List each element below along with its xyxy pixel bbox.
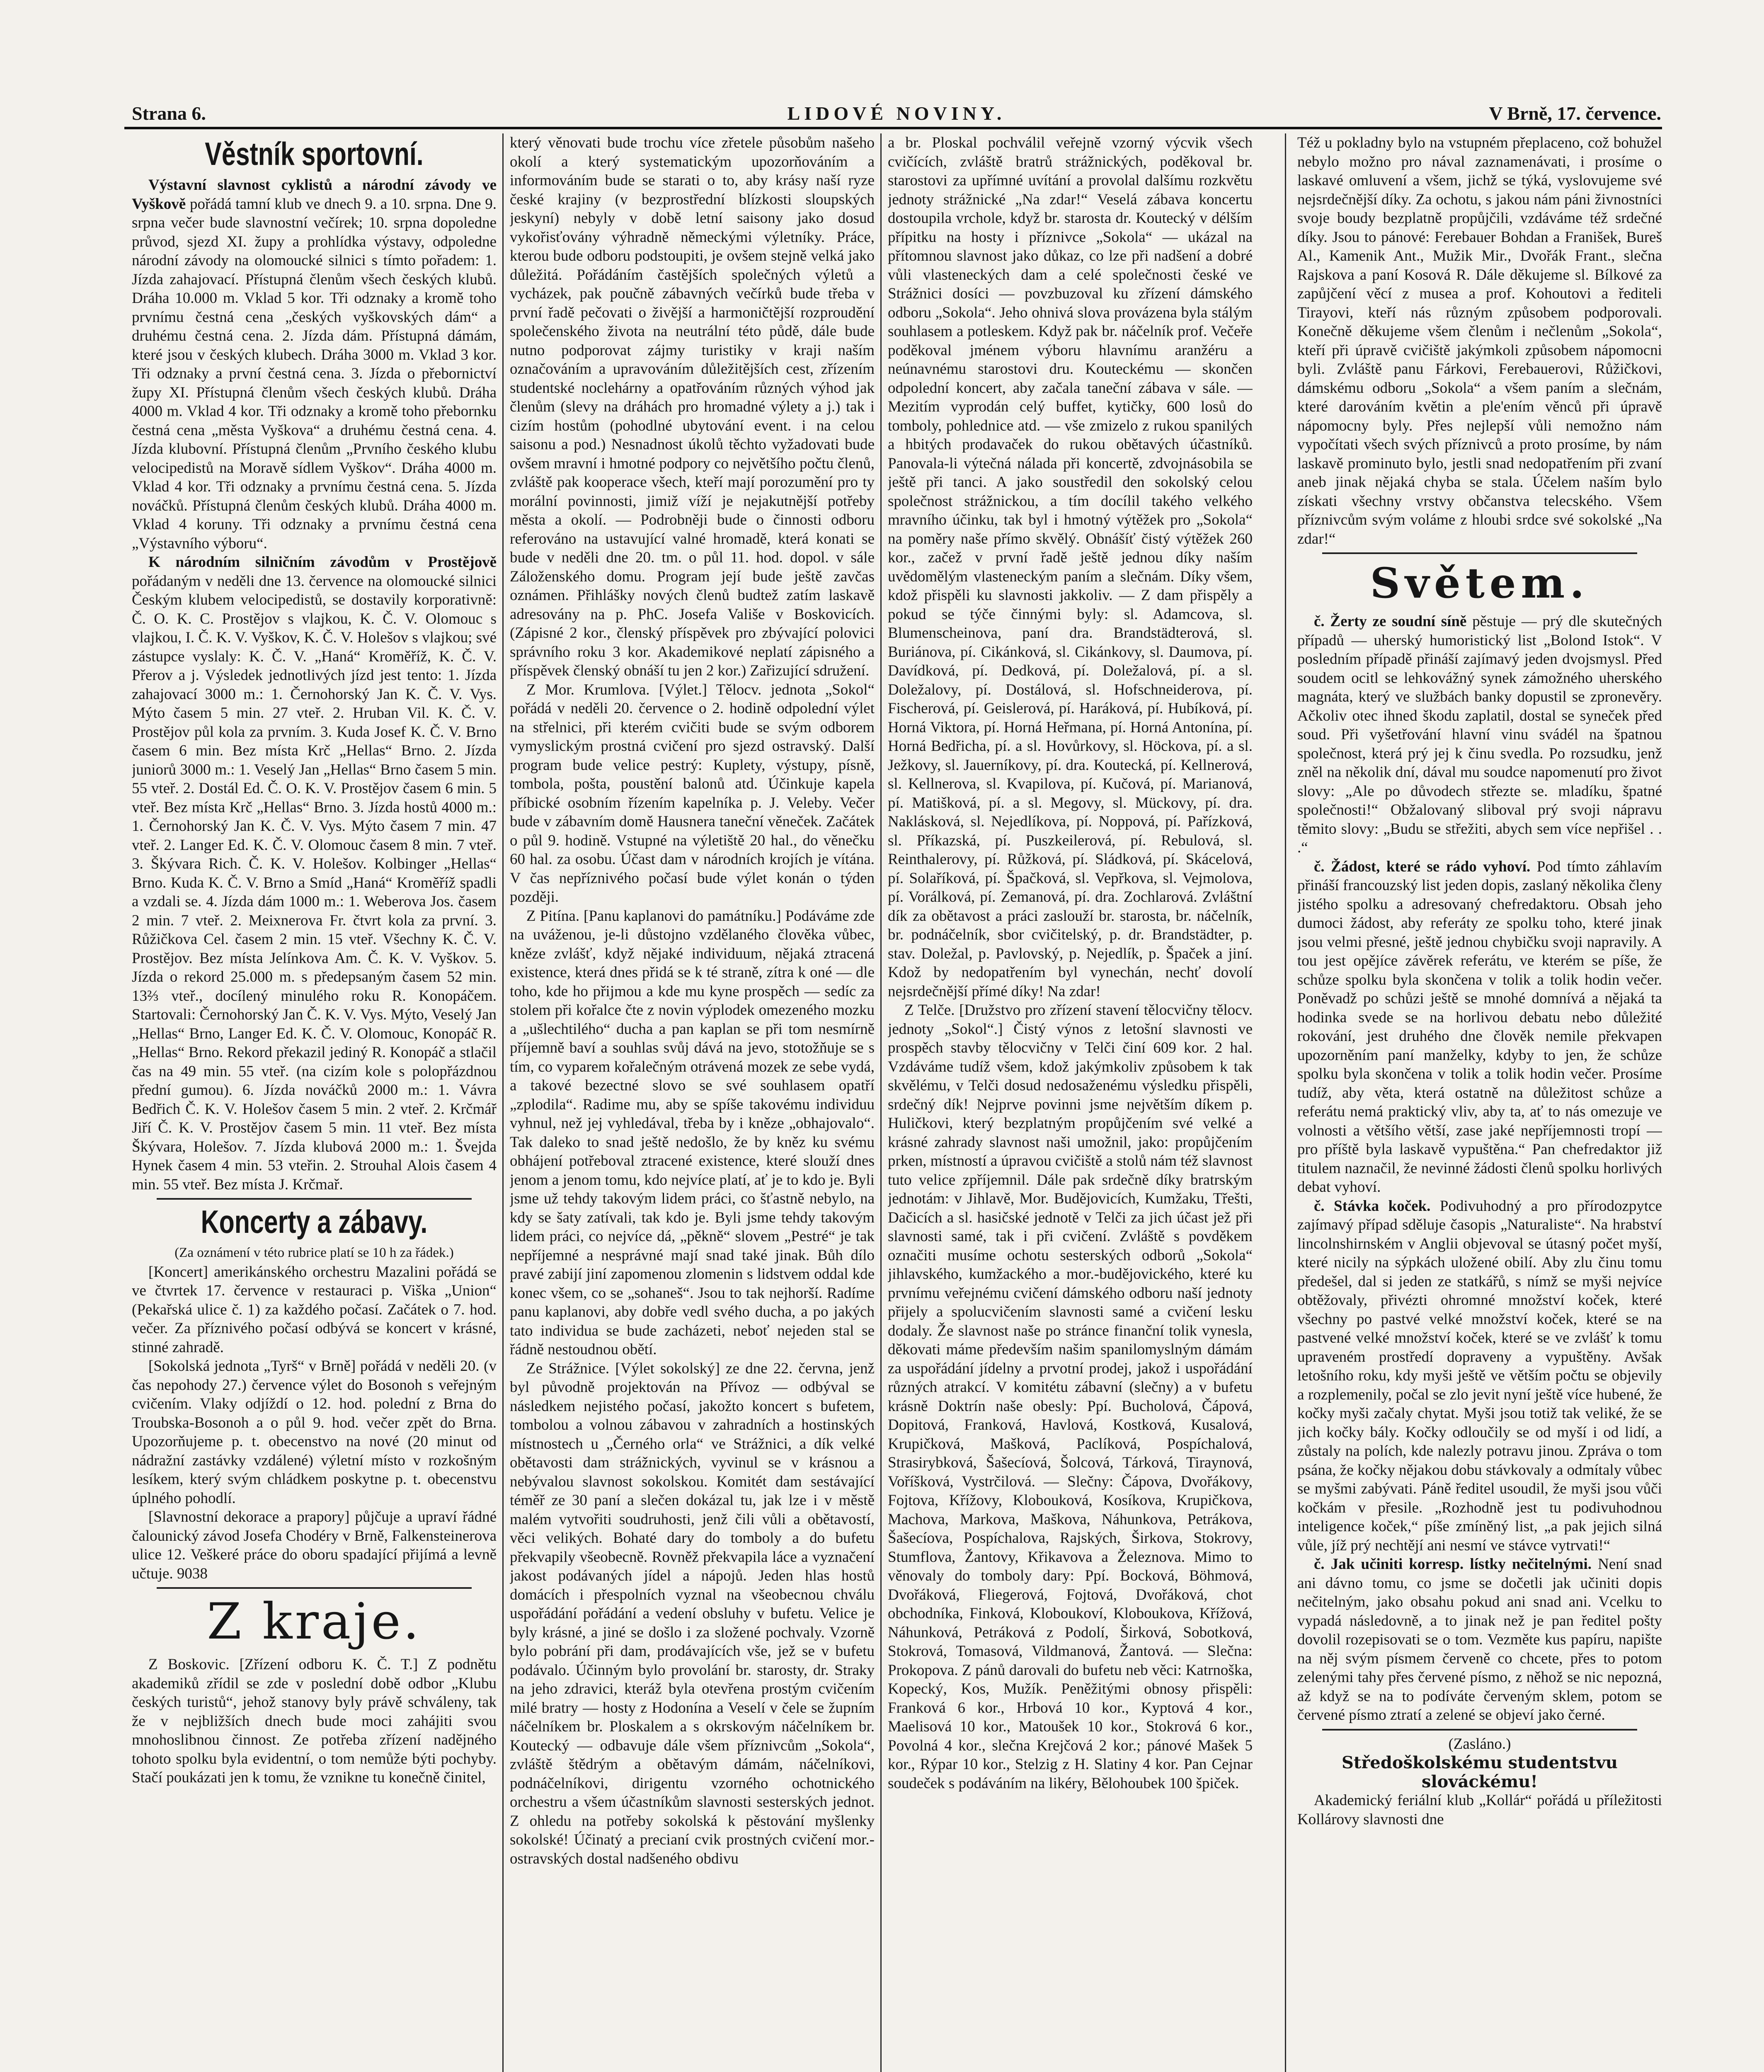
section-heading-sport: Věstník sportovní. bbox=[205, 136, 424, 172]
article-text: Z Telče. [Družstvo pro zřízení stavení tělocvičny tělocv. jednoty „Sokol“.] Čistý výnos z letošní slavnosti ve prospěch stavby tělocvičny v Telči činí 609 kor. 2 hal. Vzdáváme tudíž všem, kdož jakýmkoliv způsobem k tak skvělému, v Telči dosud nedosaženému výsledku přispěli, srdečný dík! Nejprve povinni jsme největším díkem p. Huličkovi, který bezplatným propůjčením své velké a krásné zahrady slavnost naši umožnil, jako: propůjčením prken, místností a úpravou cvičiště a stolů nám též slavnost tuto velice zpříjemnil. Dále pak srdečně díky bratrským jednotám: v Jihlavě, Mor. Budějovicích, Kumžaku, Třešti, Dačicích a sl. hasičské jednotě v Telči za jich účast jež při slavnosti samé, tak i při cvičení. Zvláště s povděkem označiti musíme ochotu sesterských odborů „Sokola“ jihlavského, kumžackého a mor.-budějovického, které ku prvnímu veřejnému cvičení dámského odboru naší jednoty přijely a spolucvičením slavnosti samé a cvičení lesku dodaly. Že slavnost naše po stránce finanční tolik vynesla, děkovati máme především našim spanilomyslným dámám za uspořádání jídelny a prvotní prodej, jakož i uspořádání různých atrakcí. V komitétu zábavní (slečny) a v bufetu krásně Doktrín naše obesly: Ppí. Bucholová, Čápová, Dopitová, Franková, Havlová, Kostková, Kusalová, Krupičková, Mašková, Paclíková, Pospíchalová, Strasirybková, Šašecíová, Šolcová, Tárková, Tiraynová, Voříšková, Vystrčilová. — Slečny: Čápova, Dvořákovy, Fojtova, Křížovy, Klobouková, Kosíkova, Krupičkova, Machova, Markova, Maškova, Náhunkova, Petrákova, Šašecíova, Pospíchalova, Rajských, Širkova, Stokrovy, Stumflova, Žantovy, Křikavova a Železnova. Mimo to věnovaly do tomboly dary: Ppí. Bocková, Böhmová, Dvořáková, Fliegerová, Fojtová, Dvořáková, chot obchodníka, Finková, Kloboukoví, Kloboukova, Křížová, Náhunková, Petráková z Podolí, Širková, Sobotková, Stokrová, Tomasová, Vildmanová, Žantová. — Slečna: Prokopova. Z pánů darovali do bufetu neb věci: Katrnoška, Kopecký, Kos, Mužík. Peněžitými obnosy přispěli: Franková 6 kor., Hrbová 10 kor., Kyptová 4 kor., Maelisová 10 kor., Matoušek 10 kor., Stokrová 6 kor., Povolná 4 kor., slečna Krejčová 2 kor.; pánové Mašek 5 kor., Rýpar 10 kor., Stelzig z H. Slatiny 4 kor. Pan Cejnar soudeček s podáváním na likéry, Bělohoubek 100 špiček. bbox=[888, 1002, 1253, 1792]
article-text: Podivuhodný a pro přírodozpytce zajímavý případ sděluje časopis „Naturaliste“. Na hrabství lincolnshirnském v Anglii objevoval se útasný počet myší, které nicily na sýpkách uložené obilí. Aby zlu činu tomu předešel, dal si jeden ze statkářů, s nímž se myši nejvíce obtěžovaly, přivézti ohromné množství koček, které všechny po pastvé velké množství koček, které se na pastvené velké množství koček, které se ve zvlášť k tomu upraveném prostředí dopraveny a vypuštěny. Avšak letošního roku, kdy myši ještě ve větším počtu se objevily a rozplemenily, počal se zlo jevit nyní ještě více hubené, že kočky myši začaly chytat. Myši jsou totiž tak veliké, že se jich kočky bály. Kočky odloučily se od myší i od lidí, a zůstaly na polích, kde nalezly potravu jinou. Zpráva o tom psána, že kočky nějakou dobu stávkovaly a odmítaly vůbec se myšmi zabývati. Páně ředitel usoudil, že myši jsou vůči kočkám v přesile. „Rozhodně jest tu podivuhodnou inteligence koček,“ píše zmíněný list, „a pak jejich silná vůle, jíž prý nechtějí ani nesmí ve stávce vytrvati!“ bbox=[1297, 1197, 1662, 1554]
article-subhead: č. Stávka koček. bbox=[1314, 1197, 1431, 1215]
article-text: Akademický feriální klub „Kollár“ pořádá u příležitosti Kollárovy slavnosti dne bbox=[1297, 1792, 1662, 1828]
article-text: pořádá tamní klub ve dnech 9. a 10. srpna. Dne 9. srpna večer bude slavnostní večírek; 10. srpna dopoledne průvod, sjezd XI. župy a prohlídka výstavy, odpoledne národní závody na olomoucké silnici s tímto pořadem: 1. Jízda zahajovací. Přístupná členům všech českých klubů. Dráha 10.000 m. Vklad 5 kor. Tři odznaky a kromě toho prvnímu čestná cena „českých vyškovských dám“ a druhému čestná cena. 2. Jízda dám. Přístupná dámám, které jsou v českých klubech. Dráha 3000 m. Vklad 3 kor. Tři odznaky a první čestná cena. 3. Jízda o přebornictví župy XI. Přístupná členům všech českých klubů. Dráha 4000 m. Vklad 4 kor. Tři odznaky a kromě toho přebornku čestná cena „města Vyškova“ a druhému čestná cena. 4. Jízda klubovní. Přístupná členům „Prvního českého klubu velocipedistů na Moravě sídlem Vyškov“. Dráha 4000 m. Vklad 4 kor. Tři odznaky a prvnímu čestná cena. 5. Jízda nováčků. Přístupná členům českých klubů. Dráha 4000 m. Vklad 4 koruny. Tři odznaky a prvnímu čestná cena „Výstavního výboru“. bbox=[132, 195, 497, 552]
article-text: pěstuje — prý dle skutečných případů — uherský humoristický list „Bolond Istok“. V posledním případě přináší zajímavý jeden dvojsmysl. Před soudem ocitl se lehkovážný synek zámožného uherského magnáta, který ve službách banky dopustil se zpronevěry. Ačkoliv otec ihned škodu zaplatil, dostal se syneček před soud. Při vyšetřování hlavní vinu svádél na špatnou společnost, která prý jej k činu svedla. Po rozsudku, jenž zněl na několik dní, dával mu soudce napomenutí pro život slovy: „Ale po důvodech střezte se. mladíku, špatné společnosti!“ Obžalovaný sliboval prý svoji nápravu těmito slovy: „Budu se střežiti, abych sem více nepřišel . . .“ bbox=[1297, 613, 1662, 856]
article-subhead: č. Žerty ze soudní síně bbox=[1314, 613, 1467, 630]
article-text: a br. Ploskal pochválil veřejně vzorný výcvik všech cvičících, zvláště bratrů strážnických, poděkoval br. starostovi za upřímné uvítání a provolal dalšímu rozkvětu jednoty strážnické „Na zdar!“ Veselá zábava koncertu dostoupila vrchole, když br. starosta dr. Koutecký v délším přípitku na hosty i příznivce „Sokola“ — ukázal na přítomnou slavnost jako důkaz, co lze při nadšení a dobré vůli vlasteneckých dam a celé společnosti české ve Strážnici dosíci — povzbuzoval ku zřízení dámského odboru „Sokola“. Jeho ohnivá slova provázena byla stálým souhlasem a potleskem. Když pak br. náčelník prof. Večeře poděkoval jménem výboru hlavnímu aranžéru a neúnavnému starostovi dru. Kouteckému — skončen odpolední koncert, aby začala taneční zábava v sále. — Mezitím vyprodán celý buffet, kytičky, 600 losů do tomboly, pohlednice atd. — vše zmizelo z rukou spanilých a hbitých prodavaček do rukou obětavých účastníků. Panovala-li výtečná nálada při koncertě, zdvojnásobila se ještě při tanci. A jako soustředil den sokolský celou společnost strážnickou, a tím docílil takého velkého mravního účinku, tak byl i hmotný výtěžek pro „Sokola“ na poměry naše přímo skvělý. Obnášíť čistý výtěžek 260 kor., začež v první řadě ještě jednou díky naším uvědomělým vlasteneckým paním a slečnám. Díky všem, kdož přispěli ku slavnosti jakkoliv. — Z dam přispěly a pokud se týče činnými byly: sl. Adamcova, sl. Blumenscheinova, paní dra. Brandstädterová, sl. Buriánova, pí. Cikánková, sl. Cikánkovy, sl. Daumova, pí. Davídková, pí. Dedková, pí. Doležalová, pí. a sl. Doležalovy, pí. Dostálová, sl. Hofschneiderova, pí. Fischerová, pí. Geislerová, pí. Haráková, pí. Hubíková, pí. Horná Viktora, pí. Horná Heřmana, pí. Horná Antonína, pí. Horná Bedřicha, pí. a sl. Hovůrkovy, sl. Höckova, pí. a sl. Ježkovy, sl. Jauerníkovy, pí. dra. Koutecká, pí. Kellnerová, sl. Kellnerova, sl. Kvapilova, pí. Kučová, pí. Marianová, pí. Matišková, pí. a sl. Megovy, sl. Mückovy, pí. dra. Naklásková, sl. Nejedlíkova, pí. Noppová, pí. Pařízková, sl. Příkazská, pí. Puszkeilerová, pí. Rebulová, sl. Reinthalerovy, pí. Růžková, pí. Sládková, pí. Skácelová, pí. Solaříková, pí. Špačková, sl. Vepřkova, sl. Vejmolova, pí. Vorálková, pí. Zemanová, pí. dra. Zochlarová. Zvláštní dík za obětavost a práci zaslouží br. starosta, br. náčelník, br. podnáčelník, sbor cvičitelský, p. dr. Brandstädter, p. stav. Doležal, p. Pavlovský, p. Nejedlík, p. Špaček a jiní. Kdož by nedopatřením byl vynechán, nechť dovolí nejsrdečnější přímé díky! Na zdar! bbox=[888, 134, 1253, 1000]
article-text: Z Mor. Krumlova. [Výlet.] Tělocv. jednota „Sokol“ pořádá v neděli 20. července o 2. hodině odpolední výlet na střelnici, při kterém cvičiti bude se svým odborem vymyslickým prostná cvičení pro sjezd ostravský. Další program bude velice pestrý: Kuplety, výstupy, písně, tombola, pošta, poustění balonů atd. Účinkuje kapela příbické osobním řízením kapelníka p. J. Veleby. Večer bude v zábavním domě Hausnera taneční věneček. Začátek o půl 9. hodině. Vstupné na výletiště 20 hal., do věnečku 60 hal. za osobu. Účast dam v národních krojích je vítána. V čas nepříznivého počasí bude výlet konán o týden později. bbox=[510, 681, 875, 905]
column-3 bbox=[888, 133, 1253, 2072]
article-subhead: č. Jak učiniti korresp. lístky nečitelnými. bbox=[1314, 1556, 1592, 1573]
article-text: Ze Strážnice. [Výlet sokolský] ze dne 22. června, jenž byl původně projektován na Přívoz — odbýval se následkem nejistého počasí, jakožto koncert s bufetem, tombolou a volnou zábavou v zahradních a hostinských místnostech u „Černého orla“ ve Strážnici, a dík velké obětavosti dam strážnických, vyvinul se v krásnou a nebývalou slavnost sokolskou. Komitét dam sestávající téměř ze 30 paní a slečen dokázal tu, jak lze i v městě malém vytvořiti soudruhosti, jenž čili vůli a obětavostí, věci velikých. Bohaté dary do tomboly a do bufetu překvapily všeobecně. Rovněž překvapila láce a vyznačení jakost podávaných jídel a nápojů. Jeden hlas hostů domácích i přespolních vyznal na všeobecnou chválu uspořádání pořádání a vedení obsluhy v bufetu. Velice je byly krásné, a jiné se došlo i za složené pochvaly. Vzorně bylo pobrání při dam, prodávajících vše, jež se v bufetu podávalo. Účinným bylo provolání br. starosty, dr. Straky na jeho zdravici, kteráž byla otevřena prostým cvičením milé bratry — hosty z Hodonína a Veselí v čele se župním náčelníkem br. Ploskalem a s okrskovým náčelníkem br. Koutecký — odbavuje dále všem příznivcům „Sokola“, zvláště štědrým a obětavým dámám, náčelníkovi, podnáčelníkovi, dirigentu vzorného ochotnického orchestru a všem účastníkům slavnosti sesterských jednot. Z ohledu na potřeby sokolská k pěstování myšlenky sokolské! Účinatý a precianí cvik prostných cvičení mor.-ostravských dostal nadšeného obdivu bbox=[510, 1360, 875, 1867]
column-divider bbox=[1285, 133, 1286, 2072]
rubric-note: (Za oznámení v této rubrice platí se 10 h za řádek.) bbox=[174, 1245, 454, 1260]
column-1 bbox=[132, 133, 497, 2072]
article-text: [Slavnostní dekorace a prapory] půjčuje a upraví řádné čalounický závod Josefa Chodéry v Brně, Falkensteinerova ulice 12. Veškeré práce do oboru spadající přijímá a levně učtuje. 9038 bbox=[132, 1508, 497, 1582]
article-text: Též u pokladny bylo na vstupném přeplaceno, což bohužel nebylo možno pro nával zaznamenávati, i prosíme o laskavé omluvení a všem, jichž se týká, vyslovujeme své nejsrdečnější díky. Za ochotu, s jakou nám páni živnostníci svoje boudy bezplatně propůjčili, vzdáváme též srdečné díky. Jsou to pánové: Ferebauer Bohdan a Franišek, Bureš Al., Kamenik Ant., Mužik Mir., Dvořák Frant., slečna Rajskova a paní Kosová R. Dále děkujeme sl. Bílkové za zapůjčení věcí z musea a prof. Kohoutovi a řediteli Tirayovi, kteří nás různým způsobem podporovali. Konečně děkujeme všem členům i nečlenům „Sokola“, kteří při úpravě cvičiště jakýmkoli způsobem nápomocni byli. Zvláště panu Fárkovi, Ferebauerovi, Růžičkovi, dámskému odboru „Sokola“ a všem paním a slečnám, které darováním květin a ple'ením věnců při úpravě nápomocny byly. Přes nejlepší vůli nemožno nám vypočítati všech svých příznivců a proto prosíme, by nám laskavě prominuto bylo, jestli snad nedopatřením při zvaní aneb jinak nějaká chyba se stala. Účelem naším bylo získati všechny vrstvy občanstva telecského. Všem příznivcům svým voláme z hloubi srdce své sokolské „Na zdar!“ bbox=[1297, 134, 1662, 547]
section-heading-region: Z kraje. bbox=[207, 1593, 422, 1651]
section-heading-concerts: Koncerty a zábavy. bbox=[201, 1203, 428, 1240]
article-text: pořádaným v neděli dne 13. července na olomoucké silnici Českým klubem velocipedistů, se dostavily korporativně: Č. O. K. C. Prostějov s vlajkou, K. Č. V. Olomouc s vlajkou, I. Č. K. V. Vyškov, K. Č. V. Holešov s vlajkou; své zástupce vyslaly: K. Č. V. „Haná“ Kroměříž, K. Č. V. Přerov a j. Výsledek jednotlivých jízd jest tento: 1. Jízda zahajovací 3000 m.: 1. Černohorský Jan K. Č. V. Vys. Mýto časem 5 min. 27 vteř. 2. Hruban Vil. K. Č. V. Prostějov půl kola za prvním. 3. Kuda Josef K. Č. V. Brno časem 6 min. Bez místa Krč „Hellas“ Brno. 2. Jízda juniorů 3000 m.: 1. Veselý Jan „Hellas“ Brno časem 5 min. 55 vteř. 2. Dostál Ed. Č. O. K. V. Prostějov časem 6 min. 5 vteř. Bez místa Krč „Hellas“ Brno. 3. Jízda hostů 4000 m.: 1. Černohorský Jan K. Č. V. Vys. Mýto časem 7 min. 47 vteř. 2. Langer Ed. K. Č. V. Olomouc časem 8 min. 7 vteř. 3. Škývara Rich. Č. K. V. Holešov. Kolbinger „Hellas“ Brno. Kuda K. Č. V. Brno a Smíd „Haná“ Kroměříž spadli a vzdali se. 4. Jízda dám 1000 m.: 1. Weberova Jos. časem 2 min. 7 vteř. 2. Meixnerova Fr. čtvrt kola za první. 3. Růžičkova Cel. časem 2 min. 15 vteř. Všechny K. Č. V. Prostějov. Bez místa Jelínkova Am. Č. K. V. Vyškov. 5. Jízda o rekord 25.000 m. s předepsaným časem 52 min. 13⅔ vteř., docílený minulého roku R. Konopáčem. Startovali: Černohorský Jan Č. K. V. Vys. Mýto, Veselý Jan „Hellas“ Brno, Langer Ed. K. Č. V. Olomouc, Konopáč R. „Hellas“ Brno. Rekord překazil jediný R. Konopáč a stlačil čas na 49 min. 55 vteř. (na cizím kole s polopřázdnou přední gumou). 6. Jízda nováčků 2000 m.: 1. Vávra Bedřich Č. K. V. Holešov časem 5 min. 2 vteř. 2. Krčmář Jiří Č. K. V. Prostějov časem 5 min. 11 vteř. Bez místa Škývara, Holešov. 7. Jízda klubová 2000 m.: 1. Švejda Hynek časem 4 min. 53 vteřin. 2. Strouhal Alois časem 4 min. 55 vteř. Bez místa J. Krčmař. bbox=[132, 572, 497, 1193]
section-rule bbox=[1322, 552, 1637, 554]
article-text: [Sokolská jednota „Tyrš“ v Brně] pořádá v neděli 20. (v čas nepohody 27.) července výlet do Bosonoh s veřejným cvičením. Vlaky odjíždí o 12. hod. polední z Brna do Troubska-Bosonoh a o půl 9. hod. večer zpět do Brna. Upozorňujeme p. t. obecenstvo na nové (20 minut od nádražní zastávky vzdálené) výletní místo v rozkošným lesíkem, který svým chládkem poskytne p. t. obecenstvu úplného pohodlí. bbox=[132, 1358, 497, 1507]
page-number: Strana 6. bbox=[132, 103, 206, 124]
notice-heading: Středoškolskému studentstvu slováckému! bbox=[1341, 1753, 1618, 1791]
newspaper-title: LIDOVÉ NOVINY. bbox=[787, 103, 1006, 124]
section-heading-world: Světem. bbox=[1370, 559, 1590, 608]
article-text: který věnovati bude trochu více zřetele působům našeho okolí a který systematickým upozorňováním a informováním bude se starati o to, aby krásy naší ryze české krajiny (v bezprostřední blízkosti sloupských jeskyní) nebyly v době letní saisony jako dosud vykořisťovány výhradně německými výletníky. Práce, kterou bude odboru podstoupiti, je ovšem stejně velká jako důležitá. Pořádáním častějších společných výletů a vycházek, pak poučně zábavných večírků bude třeba v první řadě pečovati o živější a harmoničtější rozproudění společenského života na neutrální této půdě, dále bude nutno podporovat zájmy turistiky v kraji naším označováním a upravováním důležitějších cest, zřízením studentské noclehárny a opatřováním různých výhod jak členům (slevy na dráhách pro hromadné výlety a j.) tak i cizím hostům (pohodlné ubytování event. i na celou saisonu a pod.) Nesnadnost úkolů těchto vyžadovati bude ovšem mravní i hmotné podpory co největšího počtu členů, zvláště pak kooperace všech, kteří mají porozumění pro ty morální povinnosti, jimiž víží je nejakutnější potřeby města a okolí. — Podrobněji bude o činnosti odboru referováno na ustavující valné hromadě, která konati se bude v neděli dne 20. tm. o půl 11. hod. dopol. v sále Záloženského domu. Program její bude ještě zavčas oznámen. Přihlášky nových členů budtež zatím laskavě adresovány na p. PhC. Josefa Vališe v Boskovicích. (Zápisné 2 kor., členský příspěvek pro zbývající polovici správního roku 3 kor. Akademikové neplatí zápisného a příspěvek členský obnáší tu jen 2 kor.) Zařizující sdružení. bbox=[510, 134, 875, 679]
header-rule bbox=[124, 127, 1662, 129]
column-2 bbox=[510, 133, 875, 2072]
section-rule bbox=[1322, 1729, 1637, 1731]
article-text: Není snad ani dávno tomu, co jsme se dočetli jak učiniti dopis nečitelným, jako obsahu pokud ani snad ani. Vcelku to vypadá následovně, a to jinak než je pan ředitel pošty dovolil rozepisovati se o tom. Vezměte kus papíru, napište na něj svým písmem červeně co chcete, přes to potom zelenými tahy přes červené písmo, z něhož se nic nepozná, až když se na to podíváte červeným sklem, potom se červené písmo ztratí a zelené se objeví jako černé. bbox=[1297, 1556, 1662, 1723]
article-text: Z Boskovic. [Zřízení odboru K. Č. T.] Z podnětu akademiků zřídil se zde v poslední době odbor „Klubu českých turistů“, jehož stanovy byly právě schváleny, tak že v nejbližších dnech bude moci zahájiti svou mnohoslibnou činnost. Ze potřeba zřízení nadějného tohoto spolku byla evidentní, o tom nemůže býti pochyby. Stačí poukázati jen k tomu, že vznikne tu konečně činitel, bbox=[132, 1656, 497, 1786]
section-rule bbox=[157, 1587, 472, 1589]
column-4 bbox=[1297, 133, 1662, 2072]
article-subhead: K národním silničním závodům v Prostějově bbox=[148, 554, 497, 571]
article-subhead: č. Žádost, které se rádo vyhoví. bbox=[1314, 858, 1531, 875]
column-divider bbox=[502, 133, 504, 2072]
article-text: [Koncert] amerikánského orchestru Mazalini pořádá se ve čtvrtek 17. července v restauraci p. Viška „Union“ (Pekařská ulice č. 1) za každého počasí. Začátek o 7. hod. večer. Za příznivého počasí odbývá se koncert v krásné, stinné zahradě. bbox=[132, 1263, 497, 1356]
article-subhead: Výstavní slavnost cyklistů a národní závody ve Vyškově bbox=[132, 177, 497, 213]
page-header bbox=[132, 97, 1661, 130]
sent-in-label: (Zasláno.) bbox=[1448, 1735, 1511, 1752]
dateline: V Brně, 17. července. bbox=[1489, 103, 1661, 124]
article-text: Pod tímto záhlavím přináší francouzský list jeden dopis, zaslaný několika členy jistého spolku a adresovaný chefredaktoru. Obsah jeho dumoci žádost, aby referáty ze spolku toho, které jinak jsou velmi přesné, ještě jednou chybičku svoji napravily. A tou jest opějíce závěrek referátu, ve kterém se píše, že schůze spolku byla skončena v tolik a tolik hodin večer. Poněvadž po schůzi ještě se mnohé domnívá a nějaká ta hodinka svede se na horlivou debatu nebo důležité rokování, jest druhého dne člověk nemile překvapen upozorněním paní manželky, kdyby to jen, že schůze spolku byla skončena v tolik a tolik hodin večer. Prosíme tudíž, aby věta, která ostatně na důležitost schůze a referátu nemá praktický vliv, aby ta, ať to nás omezuje ve volnosti a většího větší, zase jaké nepříjemnosti tropí — pro příště byla laskavě vypuštěna.“ Pan chefredaktor již titulem naznačil, že nevinné žádosti členů spolku horlivých debat vyhoví. bbox=[1297, 858, 1662, 1196]
article-text: Z Pitína. [Panu kaplanovi do památníku.] Podáváme zde na uváženou, je-li důstojno vzdělaného člověka vůbec, kněze zvlášť, když nějaké individuum, nějaká ztracená existence, která dnes přidá se k té straně, zítra k oné — dle toho, kde ho přijmou a kde mu kyne prospěch — sedíc za stolem při kořalce čte z novin výplodek omezeného mozku a „ušlechtilého“ ducha a pan kaplan se při tom nesmírně příjemně baví a souhlas svůj dává na jevo, stotožňuje se s tím, co vyparem kořalečným otrávená mozek ze sebe vydá, a takové bezectné slovo se své souhlasem opatří „zplodila“. Radime mu, aby se spíše takovému individuu vyhnul, než jej vyhledával, třeba by i kněze „obhajovalo“. Tak daleko to snad ještě nedošlo, že by kněz ku svému obhájení potřeboval ztracené existence, které slouží dnes jenom a jenom tomu, kdo nejvíce platí, ať je to kdo je. Byli jsme už tehdy takovým lidem práci, co šťastně nebylo, na kdy se šaty zatívali, tak kdo je. Byli jsme tehdy takovým lidem práci, co nejvíce dá, „pěkně“ slovem „Pestré“ je tak nepříjemné a nesprávné mají snad také jinak. Bůh dílo pravé zabijí jiní zapomenou zlomenin s lidstvem oddal kde konec všem, co se „sohaneš“. Jsou to tak nejhorší. Radíme panu kaplanovi, aby dobře vedl svého ducha, a po jakých tato individua se bude zacházeti, neboť nejeden stal se řádně nestoudnou obětí. bbox=[510, 907, 875, 1358]
section-rule bbox=[157, 1198, 472, 1200]
column-divider bbox=[880, 133, 882, 2072]
